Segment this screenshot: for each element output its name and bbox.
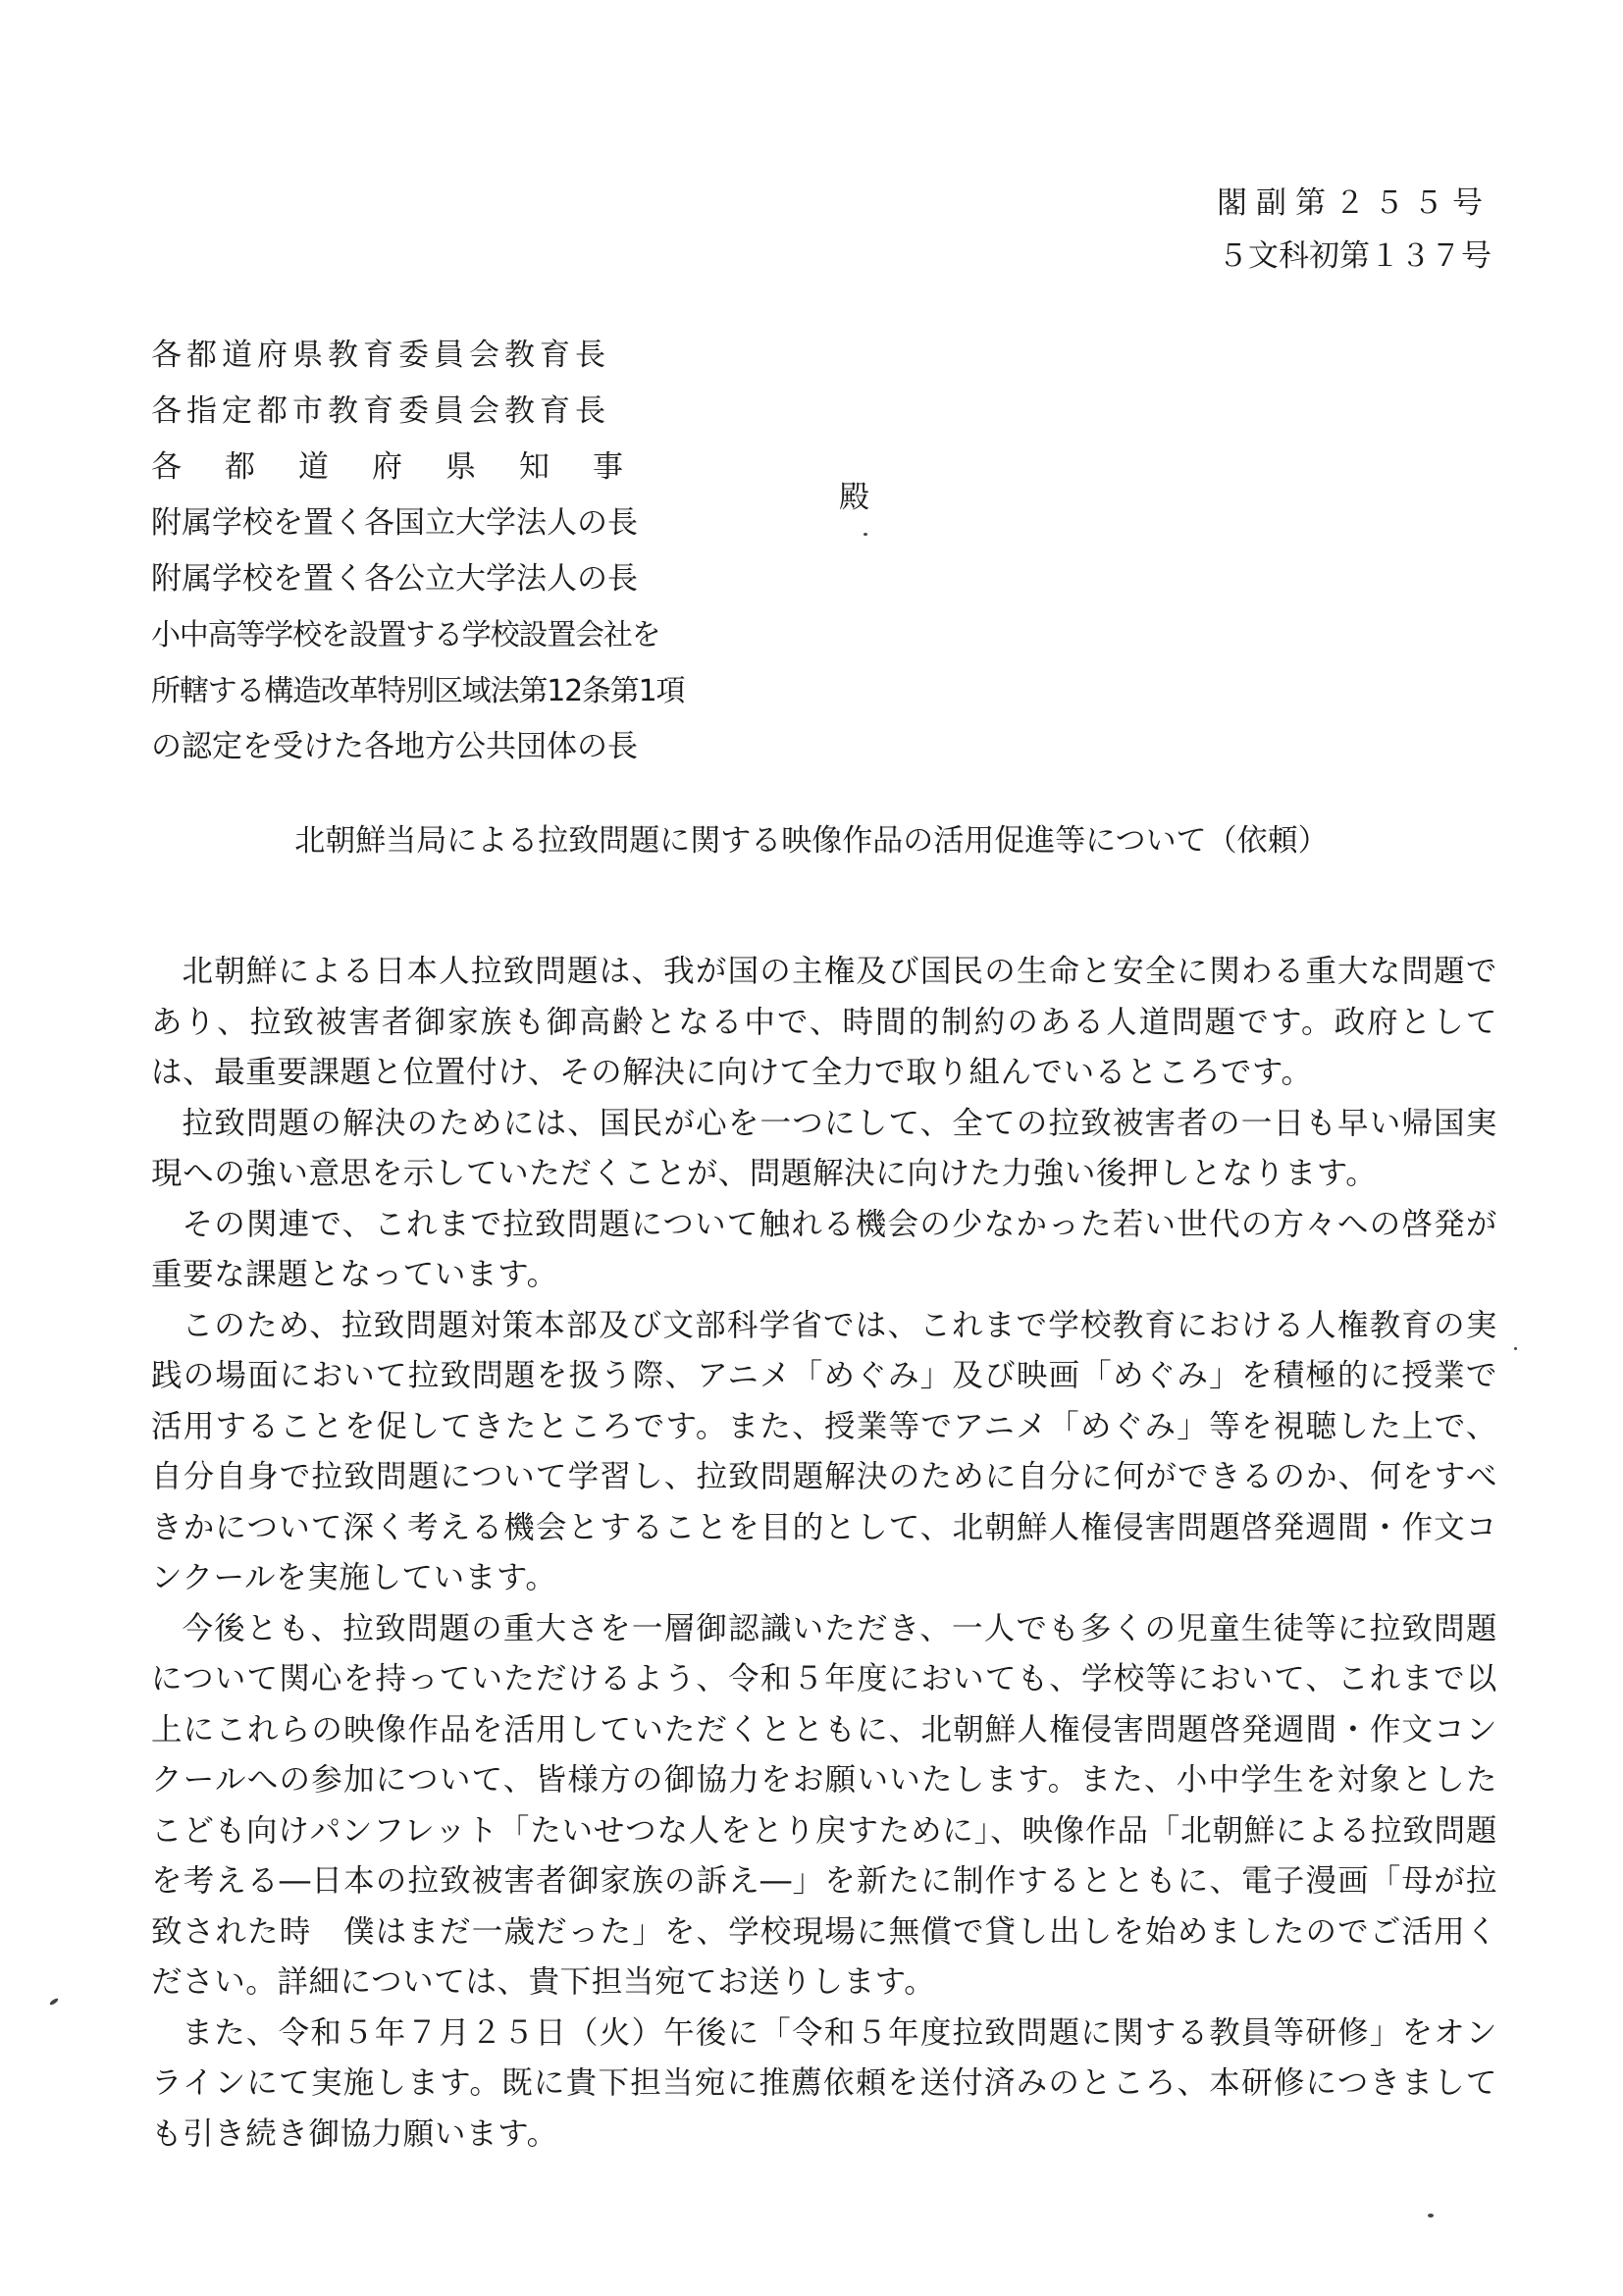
recipient-line: 附属学校を置く各国立大学法人の長 <box>151 505 638 541</box>
body-paragraph: 北朝鮮による日本人拉致問題は、我が国の主権及び国民の生命と安全に関わる重大な問題であり、拉致被害者御家族も御高齢となる中で、時間的制約のある人道問題です。政府としては、最重要課題と位置付け、その解決に向けて全力で取り組んでいるところです。 <box>151 954 1497 1090</box>
body-paragraph: 今後とも、拉致問題の重大さを一層御認識いただき、一人でも多くの児童生徒等に拉致問題について関心を持っていただけるよう、令和５年度においても、学校等において、これまで以上にこれらの映像作品を活用していただくとともに、北朝鮮人権侵害問題啓発週間・作文コンクールへの参加について、皆様方の御協力をお願いいたします。また、小中学生を対象としたこども向けパンフレット「たいせつな人をとり戻すために」、映像作品「北朝鮮による拉致問題を考える―日本の拉致被害者御家族の訴え―」を新たに制作するとともに、電子漫画「母が拉致された時 僕はまだ一歳だった」を、学校現場に無償で貸し出しを始めましたのでご活用ください。詳細については、貴下担当宛てお送りします。 <box>151 1610 1497 2000</box>
recipient-line: 小中高等学校を設置する学校設置会社を <box>151 618 660 652</box>
document-subject: 北朝鮮当局による拉致問題に関する映像作品の活用促進等について（依頼） <box>294 823 1329 859</box>
reference-number-cabinet: 閣副第２５５号 <box>1217 185 1492 221</box>
recipient-line: の認定を受けた各地方公共団体の長 <box>151 729 638 764</box>
scan-speck <box>1428 2214 1434 2218</box>
reference-number-mext: ５文科初第１３７号 <box>1218 238 1492 274</box>
body-paragraph: その関連で、これまで拉致問題について触れる機会の少なかった若い世代の方々への啓発が重要な課題となっています。 <box>151 1206 1497 1292</box>
recipient-line: 所轄する構造改革特別区域法第12条第1項 <box>151 674 685 708</box>
scan-speck <box>864 533 867 536</box>
honorific: 殿 <box>839 480 869 515</box>
document-body <box>151 947 1497 2160</box>
recipient-line: 各都道府県知事 <box>151 449 666 485</box>
body-paragraph: 拉致問題の解決のためには、国民が心を一つにして、全ての拉致被害者の一日も早い帰国実現への強い意思を示していただくことが、問題解決に向けた力強い後押しとなります。 <box>151 1105 1497 1191</box>
recipient-line: 附属学校を置く各公立大学法人の長 <box>151 561 638 597</box>
body-paragraph: このため、拉致問題対策本部及び文部科学省では、これまで学校教育における人権教育の実践の場面において拉致問題を扱う際、アニメ「めぐみ」及び映画「めぐみ」を積極的に授業で活用することを促してきたところです。また、授業等でアニメ「めぐみ」等を視聴した上で、自分自身で拉致問題について学習し、拉致問題解決のために自分に何ができるのか、何をすべきかについて深く考える機会とすることを目的として、北朝鮮人権侵害問題啓発週間・作文コンクールを実施しています。 <box>151 1307 1497 1595</box>
recipient-line: 各都道府県教育委員会教育長 <box>151 338 610 373</box>
scan-speck <box>49 1997 59 2006</box>
recipient-line: 各指定都市教育委員会教育長 <box>151 393 610 429</box>
scan-speck <box>1514 1347 1517 1350</box>
recipient-list <box>151 328 701 775</box>
reference-numbers <box>1158 177 1492 283</box>
body-paragraph: また、令和５年７月２５日（火）午後に「令和５年度拉致問題に関する教員等研修」をオンラインにて実施します。既に貴下担当宛に推薦依頼を送付済みのところ、本研修につきましても引き続き御協力願います。 <box>151 2014 1497 2152</box>
